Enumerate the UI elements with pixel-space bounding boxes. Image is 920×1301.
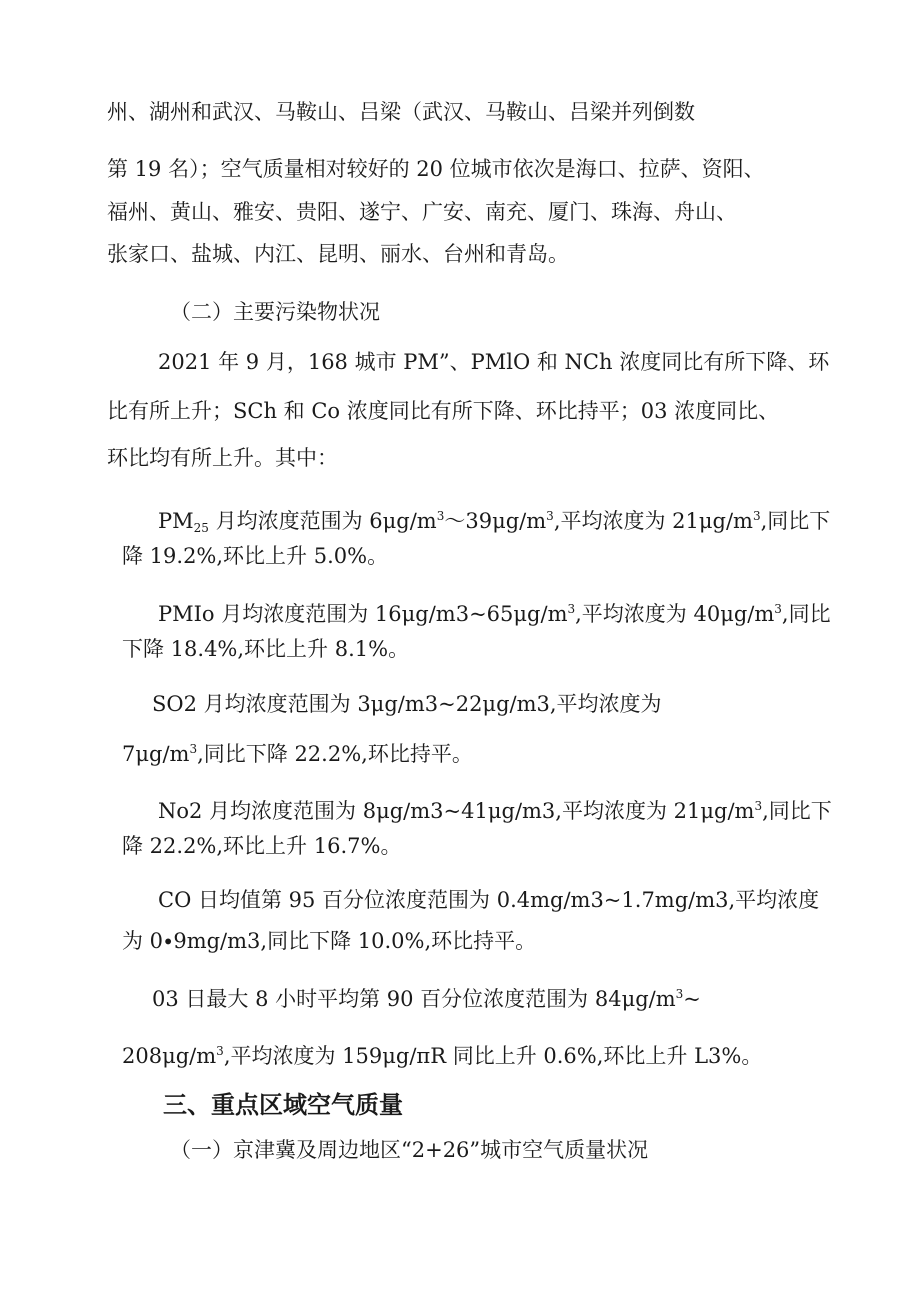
no2-line — [158, 792, 832, 825]
paragraph-line: 为 0∙9mg∕m3,同比下降 10.0%,环比持平。 — [122, 929, 537, 953]
superscript: 3 — [567, 602, 576, 616]
superscript: 3 — [546, 509, 554, 523]
paragraph-line: 环比均有所上升。其中： — [107, 446, 338, 470]
superscript: 3 — [216, 1044, 224, 1058]
pm25-line — [158, 502, 830, 542]
pm10-text: PMIo 月均浓度范围为 16μg∕m3~65μg∕m — [158, 602, 568, 626]
pm25-text: ～39μg∕m — [444, 509, 547, 533]
pm25-subscript: 25 — [193, 521, 209, 535]
pm10-text: ,平均浓度为 40μg∕m — [575, 602, 775, 626]
paragraph-line: 下降 18.4%,环比上升 8.1%。 — [122, 637, 410, 661]
pm10-line — [158, 595, 831, 628]
superscript: 3 — [774, 602, 782, 616]
section-3-subheading: （一）京津冀及周边地区“2+26”城市空气质量状况 — [170, 1138, 649, 1162]
paragraph-line: 州、湖州和武汉、马鞍山、吕梁（武汉、马鞍山、吕梁并列倒数 — [107, 100, 695, 124]
paragraph-line: 张家口、盐城、内江、昆明、丽水、台州和青岛。 — [107, 242, 569, 266]
paragraph-line: 2021 年 9 月，168 城市 PM”、PMlO 和 NCh 浓度同比有所下降、环 — [158, 350, 830, 374]
paragraph-line: 第 19 名）；空气质量相对较好的 20 位城市依次是海口、拉萨、资阳、 — [107, 157, 765, 181]
so2-line: SO2 月均浓度范围为 3μg∕m3~22μg∕m3,平均浓度为 — [152, 692, 662, 716]
so2-line-2 — [122, 735, 473, 768]
o3-line-2 — [122, 1037, 762, 1070]
superscript: 3 — [436, 509, 445, 523]
superscript: 3 — [754, 799, 763, 813]
no2-text: No2 月均浓度范围为 8μg∕m3~41μg∕m3,平均浓度为 21μg∕m — [158, 799, 755, 823]
o3-text: ~ — [683, 987, 701, 1011]
paragraph-line: 比有所上升；SCh 和 Co 浓度同比有所下降、环比持平；03 浓度同比、 — [107, 399, 780, 423]
o3-line — [152, 980, 701, 1013]
section-2-title: （二）主要污染物状况 — [170, 300, 380, 324]
o3-text: 03 日最大 8 小时平均第 90 百分位浓度范围为 84μg∕m — [152, 987, 676, 1011]
pm25-label: PM — [158, 509, 194, 533]
paragraph-line: 福州、黄山、雅安、贵阳、遂宁、广安、南充、厦门、珠海、舟山、 — [107, 200, 737, 224]
superscript: 3 — [675, 987, 684, 1001]
superscript: 3 — [752, 509, 761, 523]
paragraph-line: 降 22.2%,环比上升 16.7%。 — [122, 834, 402, 858]
superscript: 3 — [189, 742, 198, 756]
co-line: CO 日均值第 95 百分位浓度范围为 0.4mg∕m3~1.7mg∕m3,平均浓度 — [158, 888, 820, 912]
so2-text: ,同比下降 22.2%,环比持平。 — [197, 742, 473, 766]
pm25-text: ,同比下 — [760, 509, 831, 533]
pm25-text: ,平均浓度为 21μg∕m — [553, 509, 753, 533]
section-3-heading: 三、重点区域空气质量 — [163, 1091, 403, 1119]
pm10-text: ,同比 — [781, 602, 831, 626]
o3-text: ,平均浓度为 159μg∕πR 同比上升 0.6%,环比上升 L3%。 — [223, 1044, 763, 1068]
pm25-text: 月均浓度范围为 6μg∕m — [208, 509, 437, 533]
no2-text: ,同比下 — [762, 799, 832, 823]
o3-text: 208μg∕m — [122, 1044, 217, 1068]
paragraph-line: 降 19.2%,环比上升 5.0%。 — [122, 544, 389, 568]
so2-text: 7μg∕m — [122, 742, 190, 766]
